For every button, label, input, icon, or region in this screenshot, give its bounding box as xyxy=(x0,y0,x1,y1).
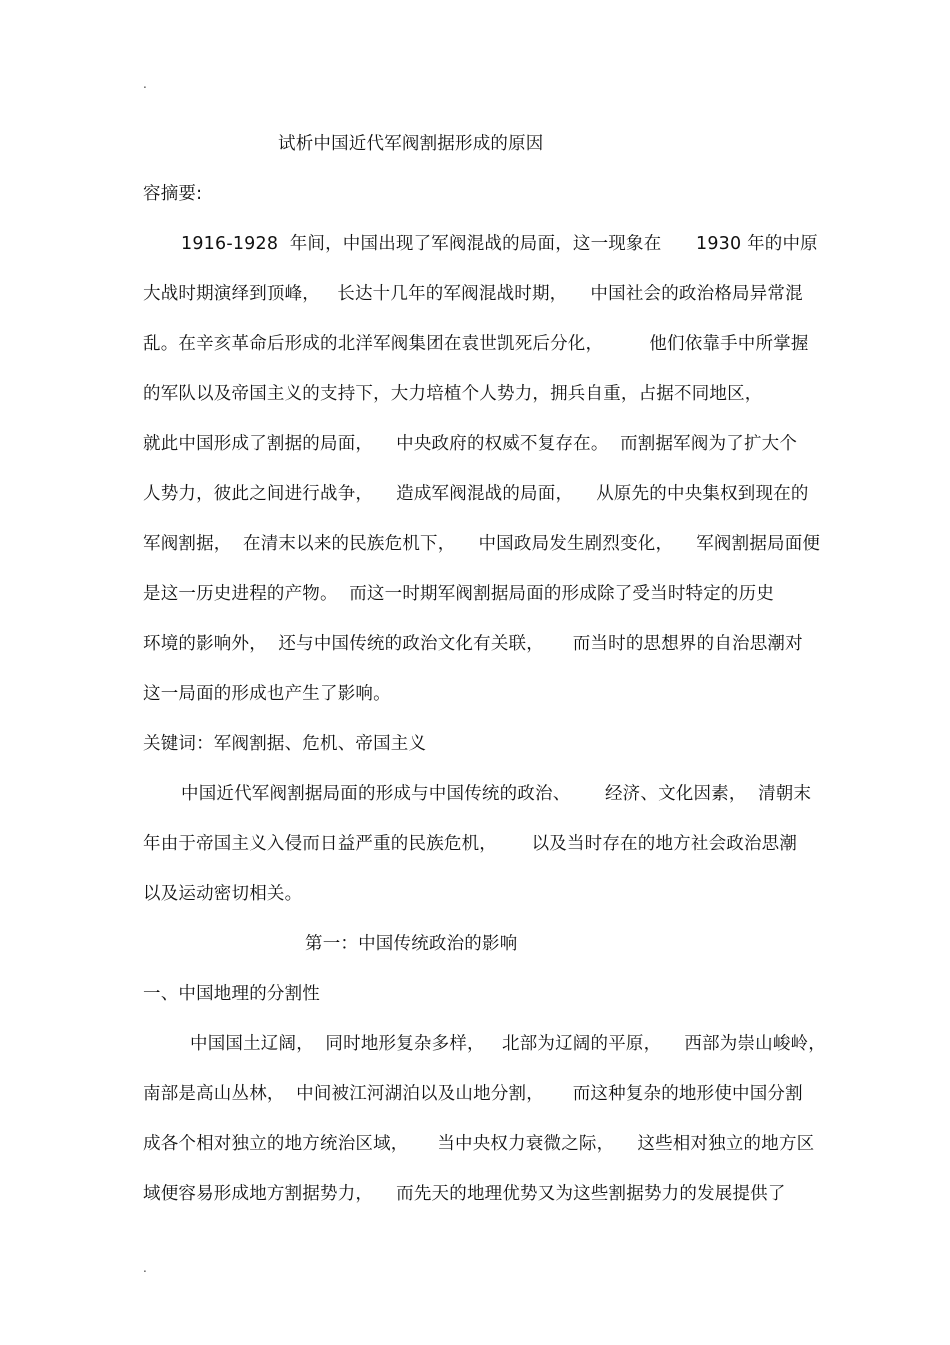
intro-line: 中国近代军阀割据局面的形成与中国传统的政治、 经济、文化因素， 清朝末 xyxy=(181,784,812,804)
page-mark-top: . xyxy=(143,77,147,91)
geo-line: 成各个相对独立的地方统治区域， 当中央权力衰微之际， 这些相对独立的地方区 xyxy=(143,1134,815,1154)
section-heading: 第一：中国传统政治的影响 xyxy=(305,934,518,954)
abstract-line: 环境的影响外， 还与中国传统的政治文化有关联， 而当时的思想界的自治思潮对 xyxy=(143,634,803,654)
geo-line: 域便容易形成地方割据势力， 而先天的地理优势又为这些割据势力的发展提供了 xyxy=(143,1184,786,1204)
abstract-line: 的军队以及帝国主义的支持下，大力培植个人势力，拥兵自重，占据不同地区， xyxy=(143,384,763,404)
keywords: 关键词：军阀割据、危机、帝国主义 xyxy=(143,734,427,754)
abstract-line: 大战时期演绎到顶峰， 长达十几年的军阀混战时期， 中国社会的政治格局异常混 xyxy=(143,284,803,304)
intro-line: 年由于帝国主义入侵而日益严重的民族危机， 以及当时存在的地方社会政治思潮 xyxy=(143,834,798,854)
geo-line: 中国国土辽阔， 同时地形复杂多样， 北部为辽阔的平原， 西部为崇山峻岭， xyxy=(190,1034,826,1054)
abstract-line: 是这一历史进程的产物。 而这一时期军阀割据局面的形成除了受当时特定的历史 xyxy=(143,584,775,604)
geo-line: 南部是高山丛林， 中间被江河湖泊以及山地分割， 而这种复杂的地形使中国分割 xyxy=(143,1084,803,1104)
abstract-line: 就此中国形成了割据的局面， 中央政府的权威不复存在。 而割据军阀为了扩大个 xyxy=(143,434,798,454)
abstract-line: 军阀割据， 在清末以来的民族危机下， 中国政局发生剧烈变化， 军阀割据局面便 xyxy=(143,534,821,554)
abstract-line: 人势力，彼此之间进行战争， 造成军阀混战的局面， 从原先的中央集权到现在的 xyxy=(143,484,809,504)
abstract-label: 容摘要: xyxy=(143,184,203,204)
document-title: 试析中国近代军阀割据形成的原因 xyxy=(278,134,544,154)
abstract-line: 这一局面的形成也产生了影响。 xyxy=(143,684,391,704)
page-mark-bottom: . xyxy=(143,1261,147,1275)
intro-line: 以及运动密切相关。 xyxy=(143,884,303,904)
abstract-line: 1916-1928 年间，中国出现了军阀混战的局面，这一现象在 1930 年的中原 xyxy=(181,234,818,254)
abstract-line: 乱。在辛亥革命后形成的北洋军阀集团在袁世凯死后分化， 他们依靠手中所掌握 xyxy=(143,334,809,354)
subsection-heading: 一、中国地理的分割性 xyxy=(143,984,320,1004)
